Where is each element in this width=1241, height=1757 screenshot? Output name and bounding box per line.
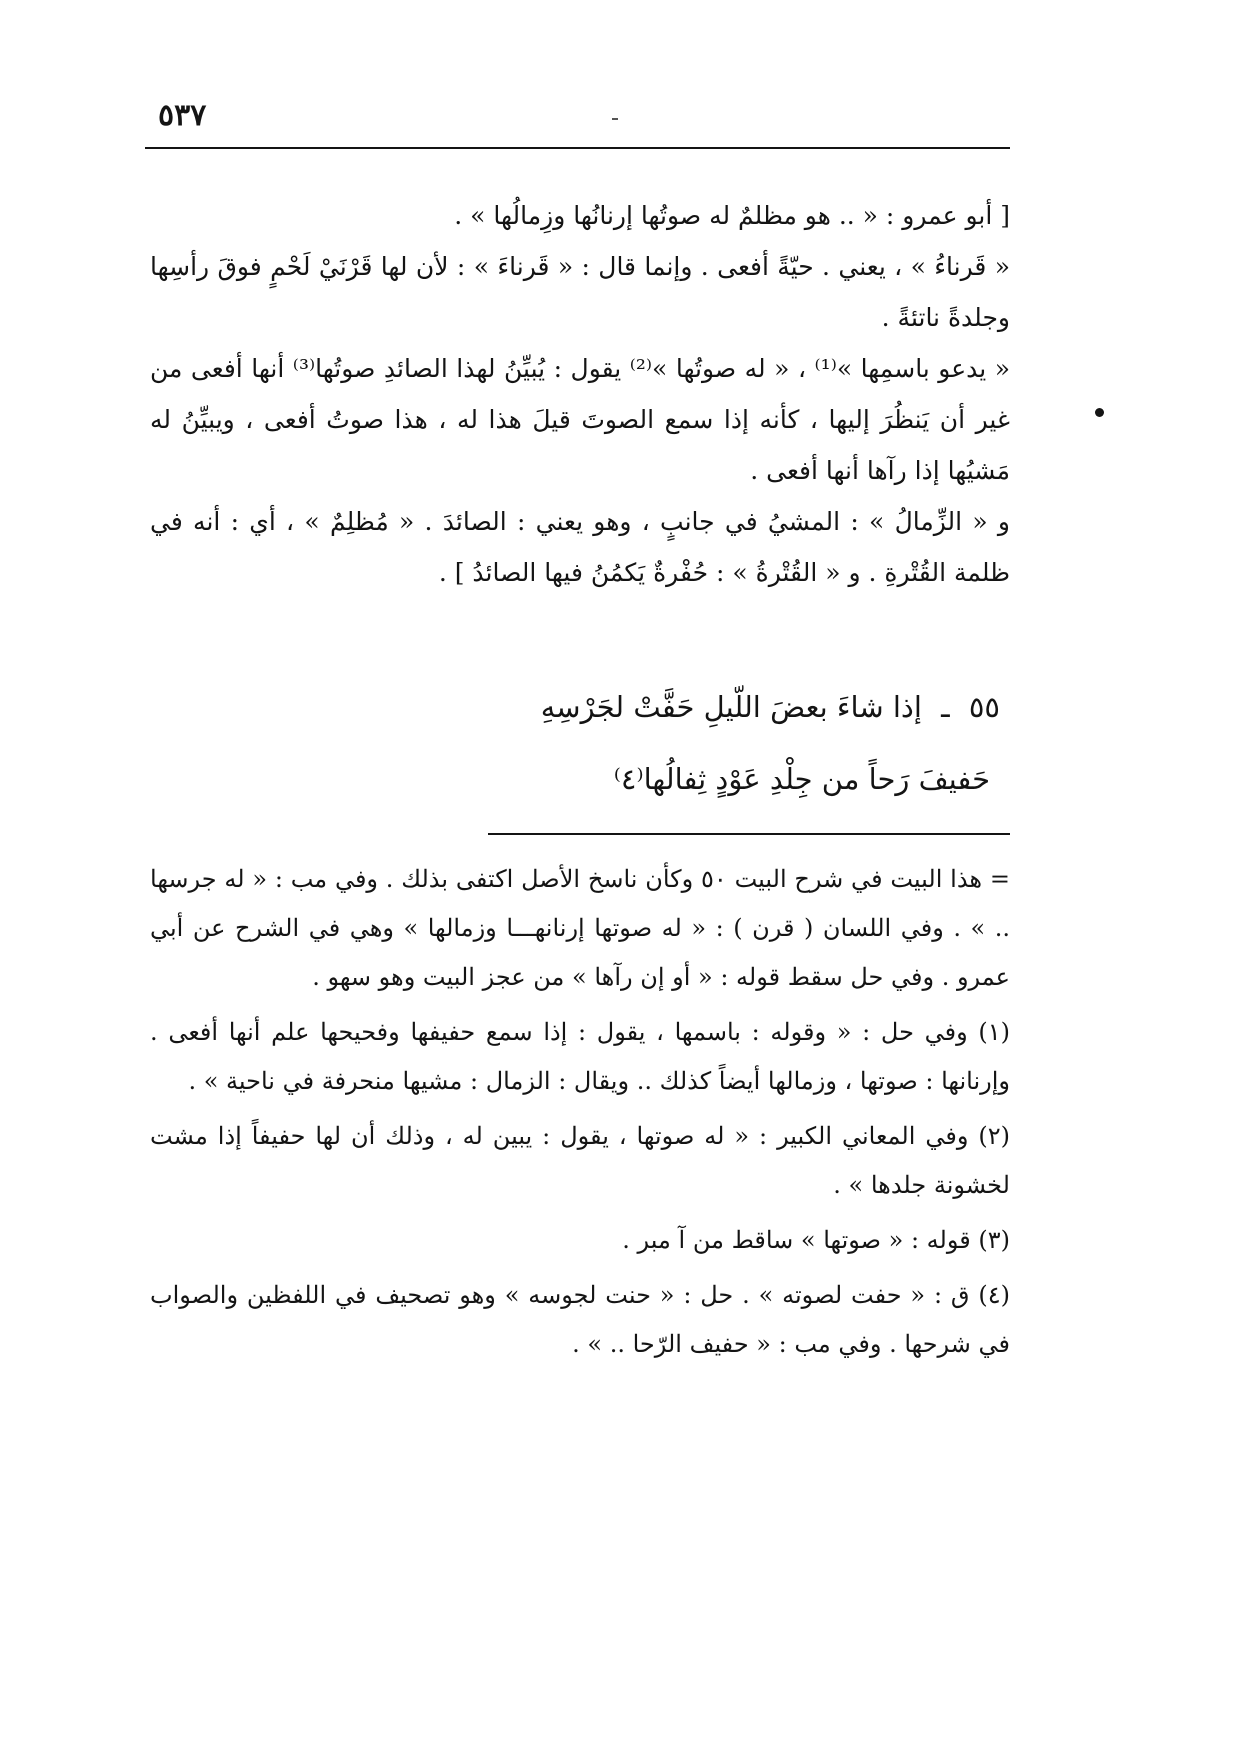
verse-line-1: إذا شاءَ بعضَ اللّيلِ حَفَّتْ لجَرْسِهِ [540,690,922,724]
commentary-paragraph: و « الزِّمالُ » : المشيُ في جانبٍ ، وهو يعني : الصائدَ . « مُظلِمٌ » ، أي : أنه في ظلمة القُتْرةِ . و « القُتْرةُ » : حُفْرةٌ يَكمُنُ فيها الصائدُ ] . [150,507,1010,587]
footnote-1: (١) وفي حل : « وقوله : باسمها ، يقول : إذا سمع حفيفها وفحيحها علم أنها أفعى . وإرنانها : صوتها ، وزمالها أيضاً كذلك .. ويقال : الزمال : مشيها منحرفة في ناحية » . [150,1018,1010,1095]
decorative-tick [612,118,618,120]
margin-dot [1095,408,1104,417]
footnote-2: (٢) وفي المعاني الكبير : « له صوتها ، يقول : يبين له ، وذلك أن لها حفيفاً إذا مشت لخشونة جلدها » . [150,1122,1010,1199]
header-rule [145,147,1010,149]
verse-dash: ـ [941,690,950,724]
footnote-continuation: = هذا البيت في شرح البيت ٥٠ وكأن ناسخ الأصل اكتفى بذلك . وفي مب : « له جرسها .. » . وفي اللسان ( قرن ) : « له صوتها إرنانهـــا وزمالها » وهي في الشرح عن أبي عمرو . وفي حل سقط قوله : « أو إن رآها » من عجز البيت وهو سهو . [150,865,1010,991]
footnote-3: (٣) قوله : « صوتها » ساقط من آ مبر . [622,1226,1010,1254]
verse-number: ٥٥ [968,690,1000,724]
commentary-paragraph: « قَرناءُ » ، يعني . حيّةً أفعى . وإنما قال : « قَرناءَ » : لأن لها قَرْنَيْ لَحْمٍ فوقَ رأسِها وجلدةً ناتئةً . [150,252,1010,332]
footnotes-block [150,855,1010,1375]
verse-second-hemistich [150,762,1010,796]
commentary-paragraph: « يدعو باسمِها »⁽¹⁾ ، « له صوتُها »⁽²⁾ يقول : يُبيِّنُ لهذا الصائدِ صوتُها⁽³⁾ أنها أفعى من غير أن يَنظُرَ إليها ، كأنه إذا سمع الصوتَ قيلَ هذا له ، هذا صوتُ أفعى ، ويبيِّنُ له مَشيُها إذا رآها أنها أفعى . [150,354,1010,485]
page-number: ٥٣٧ [158,98,207,133]
verse-line-2: حَفيفَ رَحاً من جِلْدِ عَوْدٍ ثِفالُها⁽٤⁾ [613,762,990,796]
footnote-rule [488,833,1010,835]
commentary-paragraph: [ أبو عمرو : « .. هو مظلمٌ له صوتُها إرنانُها وزِمالُها » . [454,201,1010,230]
footnote-4: (٤) ق : « حفت لصوته » . حل : « حنت لجوسه » وهو تصحيف في اللفظين والصواب في شرحها . وفي مب : « حفيف الرّحا .. » . [150,1281,1010,1358]
verse-first-hemistich [150,690,1010,724]
commentary-block [150,190,1010,598]
